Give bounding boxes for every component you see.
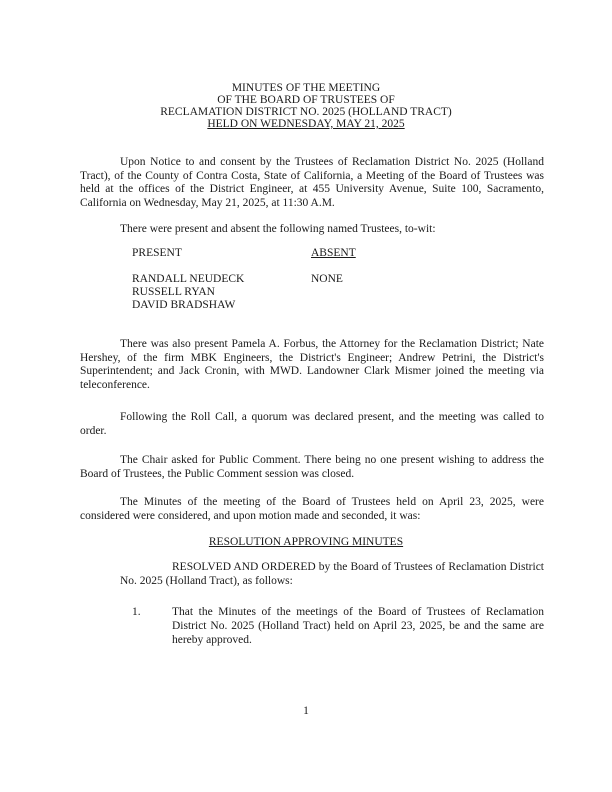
absent-list [311, 273, 343, 286]
title-line-4: HELD ON WEDNESDAY, MAY 21, 2025 [207, 118, 405, 130]
present-trustee: DAVID BRADSHAW [132, 299, 236, 311]
item-1-text: That the Minutes of the meetings of the Board of Trustees of Reclamation District No. 2025 (Holland Tract) held on April 23, 2025, be and the same are hereby approved. [172, 606, 544, 646]
title-line-2: OF THE BOARD OF TRUSTEES OF [217, 94, 395, 106]
notice-paragraph: Upon Notice to and consent by the Trustees of Reclamation District No. 2025 (Holland Tract), of the County of Contra Costa, State of California, a Meeting of the Board of Trustees was held at the offices of the District Engineer, at 455 University Avenue, Suite 100, Sacramento, California on Wednesday, May 21, 2025, at 11:30 A.M. [80, 156, 544, 209]
present-header: PRESENT [132, 247, 182, 259]
item-number: 1. [132, 606, 141, 618]
present-list [132, 273, 244, 312]
absent-trustee: NONE [311, 273, 343, 285]
resolution-heading: RESOLUTION APPROVING MINUTES [208, 536, 404, 548]
minutes-paragraph: The Minutes of the meeting of the Board of Trustees held on April 23, 2025, were considered were considered, and upon motion made and seconded, it was: [80, 496, 544, 522]
roll-call-paragraph: Following the Roll Call, a quorum was declared present, and the meeting was called to order. [80, 411, 544, 437]
public-comment-paragraph: The Chair asked for Public Comment. There being no one present wishing to address the Board of Trustees, the Public Comment session was closed. [80, 454, 544, 480]
present-trustee: RUSSELL RYAN [132, 286, 215, 298]
present-trustee: RANDALL NEUDECK [132, 273, 245, 285]
also-present-paragraph: There was also present Pamela A. Forbus, the Attorney for the Reclamation District; Nate Hershey, of the firm MBK Engineers, the District's Engineer; Andrew Petrini, the District's Superintendent; and Jack Cronin, with MWD. Landowner Clark Mismer joined the meeting via teleconference. [80, 338, 544, 391]
document-title [0, 82, 612, 130]
absent-header: ABSENT [311, 247, 356, 259]
title-line-1: MINUTES OF THE MEETING [231, 82, 381, 94]
resolved-paragraph: RESOLVED AND ORDERED by the Board of Trustees of Reclamation District No. 2025 (Holland Tract), as follows: [120, 561, 544, 587]
title-line-3: RECLAMATION DISTRICT NO. 2025 (HOLLAND TRACT) [160, 106, 452, 118]
present-intro-paragraph: There were present and absent the following named Trustees, to-wit: [120, 223, 436, 235]
absent-column [311, 247, 356, 260]
present-column [132, 247, 182, 260]
page-number: 1 [303, 705, 309, 717]
